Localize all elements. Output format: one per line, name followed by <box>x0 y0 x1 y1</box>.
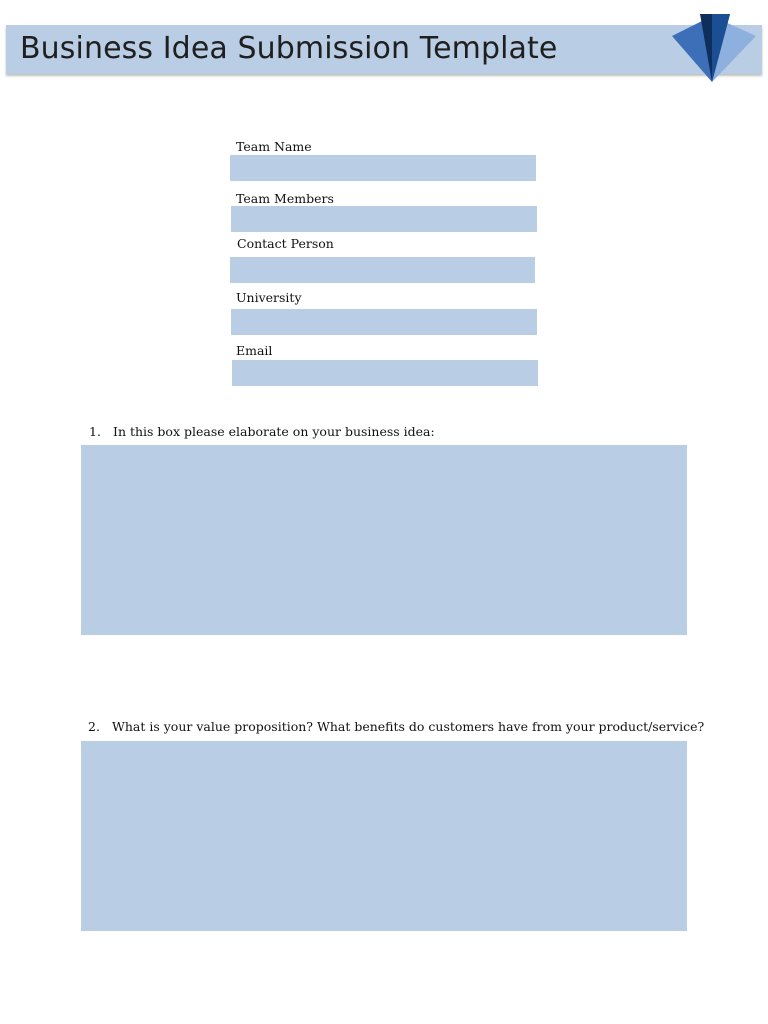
logo-icon <box>672 14 756 84</box>
question-2-text: What is your value proposition? What benefits do customers have from your product/service? <box>112 719 705 734</box>
email-label: Email <box>236 343 273 358</box>
question-2-number: 2. <box>88 719 100 734</box>
team-members-field[interactable] <box>231 206 537 232</box>
page-title: Business Idea Submission Template <box>20 31 558 66</box>
email-field[interactable] <box>232 360 538 386</box>
question-1-number: 1. <box>89 424 101 439</box>
contact-person-field[interactable] <box>230 257 535 283</box>
value-proposition-answer-box[interactable] <box>81 741 687 931</box>
contact-person-label: Contact Person <box>237 236 334 251</box>
team-name-label: Team Name <box>236 139 312 154</box>
title-bar <box>6 25 762 74</box>
business-idea-answer-box[interactable] <box>81 445 687 635</box>
team-members-label: Team Members <box>236 191 334 206</box>
university-field[interactable] <box>231 309 537 335</box>
question-2 <box>88 719 704 734</box>
question-1-text: In this box please elaborate on your business idea: <box>113 424 435 439</box>
team-name-field[interactable] <box>230 155 536 181</box>
question-1 <box>89 424 435 439</box>
university-label: University <box>236 290 302 305</box>
